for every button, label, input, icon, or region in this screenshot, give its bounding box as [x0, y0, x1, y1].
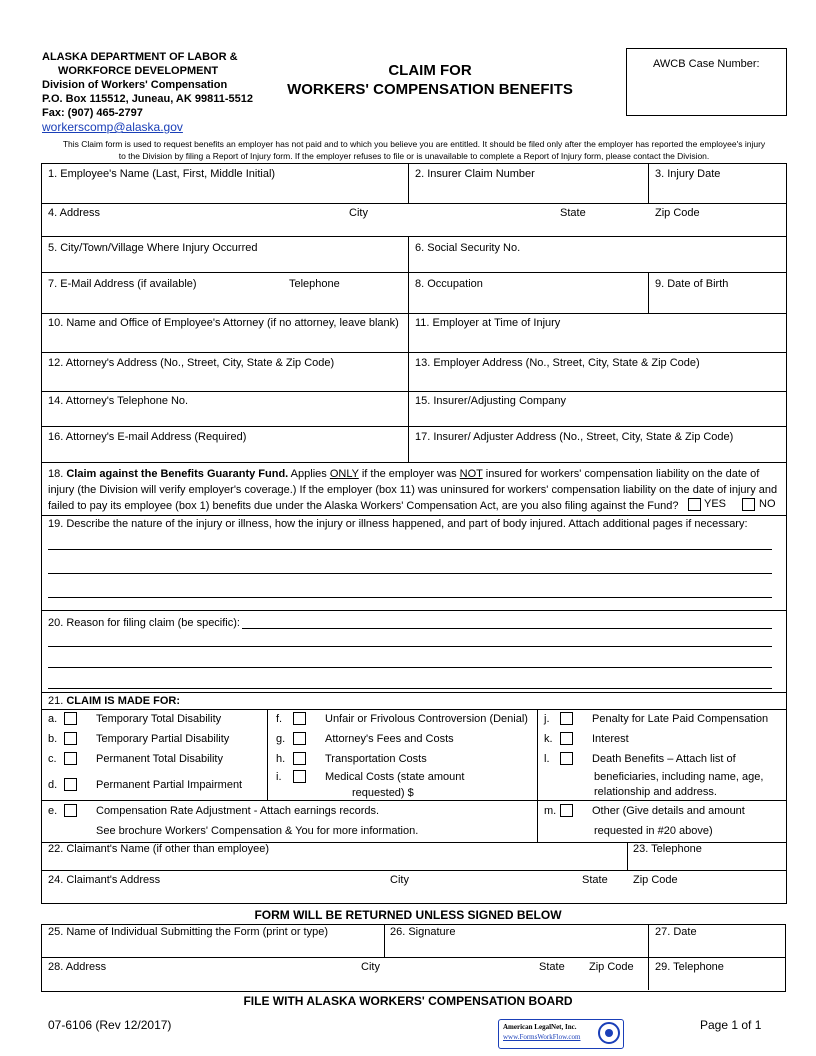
form-number: 07-6106 (Rev 12/2017) [48, 1018, 172, 1032]
field-date-of-birth[interactable]: 9. Date of Birth [655, 278, 729, 290]
legalnet-logo [498, 1019, 624, 1049]
rule [41, 903, 786, 904]
divider [648, 272, 649, 313]
section-19-label: 19. Describe the nature of the injury or illness, how the injury or illness happened, and part of body injured. Attach additional pages if necessary: [48, 518, 748, 530]
field-claimant-telephone[interactable]: 23. Telephone [633, 843, 702, 855]
claim-letter: f. [276, 713, 283, 725]
logo-company: American LegalNet, Inc. [503, 1023, 577, 1031]
field-attorney-address[interactable]: 12. Attorney's Address (No., Street, City, State & Zip Code) [48, 357, 335, 369]
rule [41, 462, 786, 463]
divider [648, 924, 649, 990]
section-18-text-part: Applies [288, 468, 330, 480]
rule [41, 313, 786, 314]
field-address-state: State [560, 207, 586, 219]
field-claimant-address[interactable]: 24. Claimant's Address [48, 874, 161, 886]
field-injury-date[interactable]: 3. Injury Date [655, 168, 721, 180]
rule [41, 515, 786, 516]
claim-k-checkbox[interactable] [560, 732, 573, 745]
section-18-text-part: insured for workers' compensation liability on the date of injury (the Division will verify employer's coverage.) If the employer (box 11) was uninsured for workers' compensation liability on the date of injury and failed to pay its employee (box 1) benefits due under the Alaska Workers' Compensation Act, are you also filing against the Fund? [48, 468, 778, 512]
claim-i-checkbox[interactable] [293, 770, 306, 783]
signature-notice: FORM WILL BE RETURNED UNLESS SIGNED BELOW [254, 908, 562, 922]
field-submitter-state: State [539, 961, 565, 973]
field-insurer-company[interactable]: 15. Insurer/Adjusting Company [415, 395, 567, 407]
divider [537, 709, 538, 842]
claim-e-note: See brochure Workers' Compensation & You for more information. [96, 825, 419, 837]
field-submitter-city: City [361, 961, 380, 973]
agency-block [42, 50, 253, 134]
form-title [250, 61, 610, 99]
claim-i-amount-label[interactable]: requested) $ [352, 787, 414, 799]
agency-name-line2: WORKFORCE DEVELOPMENT [58, 65, 219, 77]
claim-letter: b. [48, 733, 58, 745]
claim-f-label: Unfair or Frivolous Controversion (Denial) [325, 713, 528, 725]
field-submitter-name[interactable]: 25. Name of Individual Submitting the Form (print or type) [48, 926, 329, 938]
field-injury-location[interactable]: 5. City/Town/Village Where Injury Occurred [48, 242, 258, 254]
claim-h-label: Transportation Costs [325, 753, 427, 765]
claim-l-note: relationship and address. [594, 786, 717, 798]
claim-j-label: Penalty for Late Paid Compensation [592, 713, 769, 725]
reason-line[interactable] [242, 628, 772, 629]
claim-letter: j. [544, 713, 550, 725]
claim-d-checkbox[interactable] [64, 778, 77, 791]
claim-k-label: Interest [592, 733, 629, 745]
rule [41, 692, 786, 693]
rule [41, 870, 786, 871]
rule [41, 203, 786, 204]
case-number-box[interactable] [626, 48, 787, 116]
field-adjuster-address[interactable]: 17. Insurer/ Adjuster Address (No., Street, City, State & Zip Code) [415, 431, 734, 443]
field-address-city: City [349, 207, 368, 219]
rule [41, 709, 786, 710]
claim-e-checkbox[interactable] [64, 804, 77, 817]
claim-b-checkbox[interactable] [64, 732, 77, 745]
claim-letter: c. [48, 753, 57, 765]
agency-name-line1: ALASKA DEPARTMENT OF LABOR & [42, 51, 238, 63]
rule [41, 236, 786, 237]
claim-h-checkbox[interactable] [293, 752, 306, 765]
section-18-text [48, 466, 780, 514]
claim-m-label: Other (Give details and amount [592, 805, 745, 817]
field-attorney-name[interactable]: 10. Name and Office of Employee's Attorney (if no attorney, leave blank) [48, 317, 399, 329]
section-21-number: 21. [48, 695, 67, 707]
rule [41, 272, 786, 273]
section-18-text-part: if the employer was [358, 468, 460, 480]
field-claimant-city: City [390, 874, 409, 886]
claim-m-note: requested in #20 above) [594, 825, 713, 837]
division-name: Division of Workers' Compensation [42, 79, 228, 91]
rule [41, 800, 786, 801]
field-attorney-email[interactable]: 16. Attorney's E-mail Address (Required) [48, 431, 247, 443]
field-address-zip: Zip Code [655, 207, 700, 219]
rule [41, 610, 786, 611]
rule [41, 957, 786, 958]
claim-l-checkbox[interactable] [560, 752, 573, 765]
divider [267, 709, 268, 800]
field-ssn[interactable]: 6. Social Security No. [415, 242, 521, 254]
field-signature[interactable]: 26. Signature [390, 926, 456, 938]
claim-m-checkbox[interactable] [560, 804, 573, 817]
globe-icon [598, 1022, 620, 1044]
field-submitter-address[interactable]: 28. Address [48, 961, 107, 973]
fund-yes-checkbox[interactable] [688, 498, 701, 511]
claim-a-checkbox[interactable] [64, 712, 77, 725]
claim-i-label: Medical Costs (state amount [325, 771, 465, 783]
form-title-line2: WORKERS' COMPENSATION BENEFITS [287, 81, 573, 98]
field-telephone[interactable]: Telephone [289, 278, 340, 290]
claim-d-label: Permanent Partial Impairment [96, 779, 243, 791]
agency-address: P.O. Box 115512, Juneau, AK 99811-5512 [42, 93, 253, 105]
agency-email-link[interactable]: workerscomp@alaska.gov [42, 120, 183, 134]
field-employee-name[interactable]: 1. Employee's Name (Last, First, Middle Initial) [48, 168, 276, 180]
field-email[interactable]: 7. E-Mail Address (if available) [48, 278, 197, 290]
field-signature-date[interactable]: 27. Date [655, 926, 697, 938]
injury-description-line[interactable] [48, 573, 772, 574]
field-submitter-zip: Zip Code [589, 961, 634, 973]
section-21-title: CLAIM IS MADE FOR: [66, 695, 181, 707]
page-number: Page 1 of 1 [700, 1018, 762, 1032]
reason-line[interactable] [48, 688, 772, 689]
claim-letter: m. [544, 805, 557, 817]
claim-letter: l. [544, 753, 550, 765]
claim-letter: i. [276, 771, 282, 783]
divider [648, 163, 649, 203]
field-occupation[interactable]: 8. Occupation [415, 278, 483, 290]
field-claimant-state: State [582, 874, 608, 886]
section-18-heading: Claim against the Benefits Guaranty Fund. [66, 468, 289, 480]
claim-e-label: Compensation Rate Adjustment - Attach earnings records. [96, 805, 380, 817]
claim-letter: k. [544, 733, 553, 745]
divider [408, 236, 409, 462]
reason-line[interactable] [48, 646, 772, 647]
claim-letter: d. [48, 779, 58, 791]
section-18-number: 18. [48, 468, 67, 480]
field-submitter-telephone[interactable]: 29. Telephone [655, 961, 724, 973]
injury-description-line[interactable] [48, 549, 772, 550]
field-employer-address[interactable]: 13. Employer Address (No., Street, City, State & Zip Code) [415, 357, 700, 369]
section-20-label: 20. Reason for filing claim (be specific): [48, 617, 240, 629]
fund-no-label: NO [759, 498, 776, 510]
case-number-label: AWCB Case Number: [653, 58, 760, 70]
claim-c-label: Permanent Total Disability [96, 753, 223, 765]
logo-url: www.FormsWorkFlow.com [503, 1033, 581, 1041]
claim-g-label: Attorney's Fees and Costs [325, 733, 454, 745]
rule [41, 426, 786, 427]
claim-l-label: Death Benefits – Attach list of [592, 753, 736, 765]
claim-f-checkbox[interactable] [293, 712, 306, 725]
claim-b-label: Temporary Partial Disability [96, 733, 230, 745]
claim-letter: g. [276, 733, 286, 745]
claim-c-checkbox[interactable] [64, 752, 77, 765]
divider [408, 163, 409, 203]
agency-fax: Fax: (907) 465-2797 [42, 107, 143, 119]
injury-description-line[interactable] [48, 597, 772, 598]
rule [41, 352, 786, 353]
claim-g-checkbox[interactable] [293, 732, 306, 745]
field-attorney-telephone[interactable]: 14. Attorney's Telephone No. [48, 395, 189, 407]
field-claimant-zip: Zip Code [633, 874, 678, 886]
intro-line2: to the Division by filing a Report of Injury form. If the employer refuses to file or is unavailable to complete a Report of Injury form, please contact the Division. [118, 151, 710, 161]
field-insurer-claim-number[interactable]: 2. Insurer Claim Number [415, 168, 535, 180]
claim-l-note: beneficiaries, including name, age, [594, 771, 764, 783]
fund-no-checkbox[interactable] [742, 498, 755, 511]
claim-a-label: Temporary Total Disability [96, 713, 222, 725]
section-18-emphasis: NOT [459, 468, 483, 480]
section-21-heading [48, 695, 180, 707]
divider [384, 924, 385, 957]
rule [41, 391, 786, 392]
section-18-emphasis: ONLY [329, 468, 359, 480]
claim-j-checkbox[interactable] [560, 712, 573, 725]
claim-letter: e. [48, 805, 58, 817]
rule [41, 163, 786, 164]
field-employer[interactable]: 11. Employer at Time of Injury [415, 317, 561, 329]
claim-letter: a. [48, 713, 58, 725]
field-claimant-name[interactable]: 22. Claimant's Name (if other than employee) [48, 843, 269, 855]
intro-text [42, 138, 786, 162]
fund-yes-label: YES [704, 498, 727, 510]
form-title-line1: CLAIM FOR [388, 62, 472, 79]
file-with-notice: FILE WITH ALASKA WORKERS' COMPENSATION BOARD [243, 994, 573, 1008]
divider [627, 842, 628, 870]
reason-line[interactable] [48, 667, 772, 668]
claim-letter: h. [276, 753, 286, 765]
field-address[interactable]: 4. Address [48, 207, 100, 219]
intro-line1: This Claim form is used to request benefits an employer has not paid and to which you believe you are entitled. It should be filed only after the employer has reported the employee's injury [62, 139, 766, 149]
